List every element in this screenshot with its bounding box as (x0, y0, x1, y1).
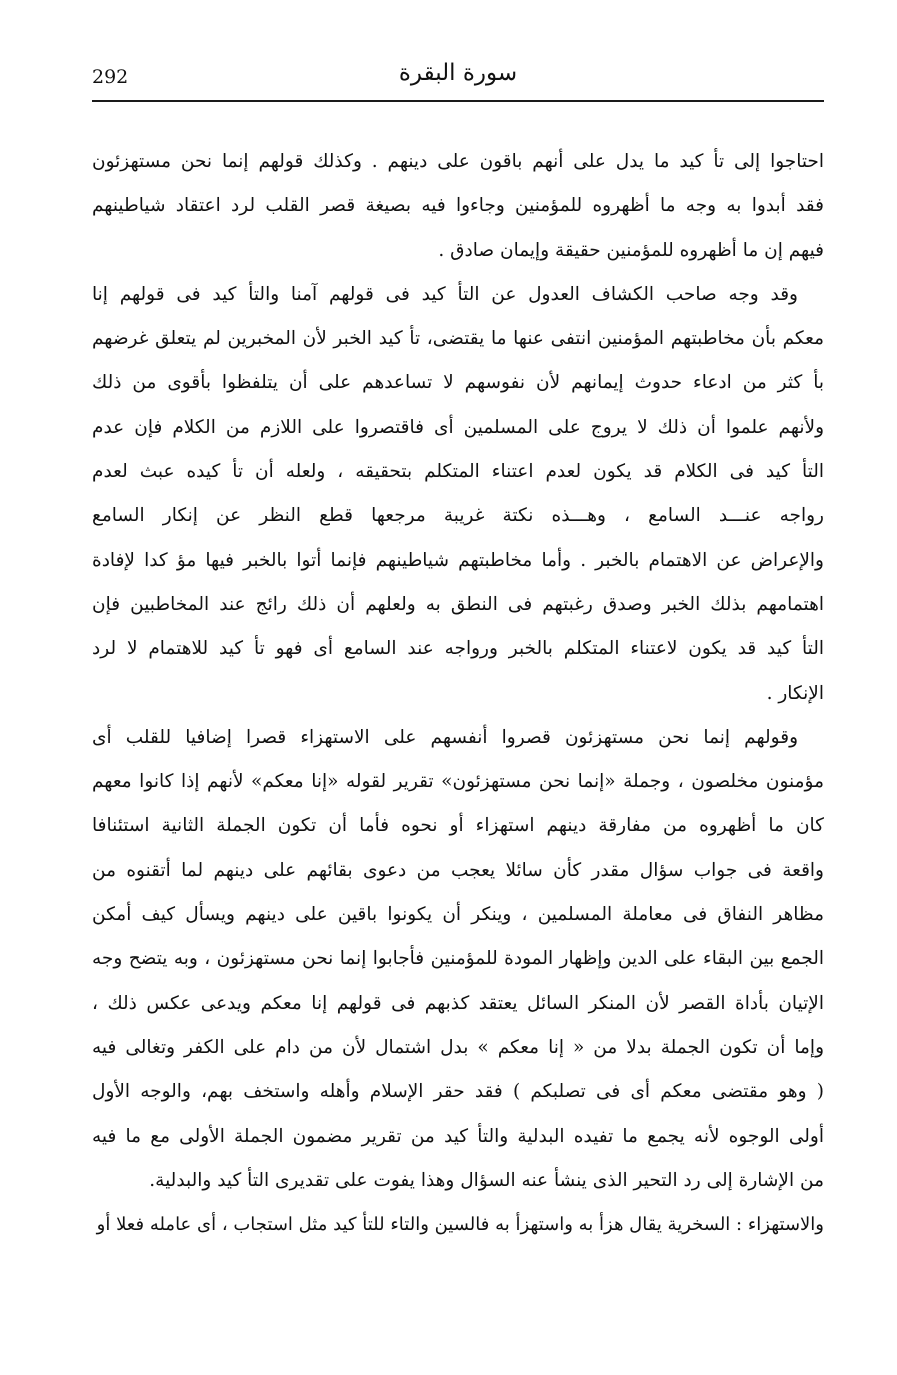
page-header (92, 56, 824, 102)
text-line: وإما أن تكون الجملة بدلا من « إنا معكم » بدل اشتمال لأن من دام على الكفر وتغالى فيه (92, 1036, 824, 1058)
text-line: والإعراض عن الاهتمام بالخبر . وأما مخاطبتهم شياطينهم فإنما أتوا بالخبر فيها مؤ كدا لإفادة (92, 549, 824, 571)
text-line: فقد أبدوا به وجه ما أظهروه للمؤمنين وجاءوا فيه بصيغة قصر القلب لرد اعتقاد شياطينهم (92, 195, 824, 217)
text-line: احتاجوا إلى تأ كيد ما يدل على أنهم باقون على دينهم . وكذلك قولهم إنما نحن مستهزئون (92, 151, 824, 172)
text-line: معكم بأن مخاطبتهم المؤمنين انتفى عنها ما يقتضى، تأ كيد الخبر لأن المخبرين لم يتعلق غرضهم (92, 328, 824, 350)
text-line: الجمع بين البقاء على الدين وإظهار المودة للمؤمنين فأجابوا إنما نحن مستهزئون ، وبه يتضح وجه (92, 948, 824, 970)
text-line: أولى الوجوه لأنه يجمع ما تفيده البدلية والتأ كيد من تقرير مضمون الجملة الأولى مع ما فيه (92, 1125, 824, 1147)
text-line: واقعة فى جواب سؤال مقدر كأن سائلا يعجب من دعوى بقائهم على دينهم لما أتقنوه من (92, 859, 824, 881)
text-line: بأ كثر من ادعاء حدوث إيمانهم لأن نفوسهم لا تساعدهم على أن يتلفظوا بأقوى من ذلك (92, 372, 824, 394)
text-line: ولأنهم علموا أن ذلك لا يروج على المسلمين أى فاقتصروا على اللازم من الكلام فإن عدم (92, 416, 824, 438)
text-line: كان ما أظهروه من مفارقة دينهم استهزاء أو نحوه فأما أن تكون الجملة الثانية استئنافا (92, 815, 824, 837)
text-line: والاستهزاء : السخرية يقال هزأ به واستهزأ به فالسين والتاء للتأ كيد مثل استجاب ، أى عامله فعلا أو (96, 1214, 824, 1236)
text-line: الإتيان بأداة القصر لأن المنكر السائل يعتقد كذبهم فى قولهم إنا معكم ويدعى عكس ذلك ، (92, 992, 824, 1014)
text-line: وقد وجه صاحب الكشاف العدول عن التأ كيد فى قولهم آمنا والتأ كيد فى قولهم إنا (92, 283, 798, 305)
text-line: فيهم إن ما أظهروه للمؤمنين حقيقة وإيمان صادق . (438, 239, 824, 261)
text-line: مؤمنون مخلصون ، وجملة «إنما نحن مستهزئون» تقرير لقوله «إنا معكم» لأنهم إذا كانوا معهم (92, 771, 824, 793)
text-line: من الإشارة إلى رد التحير الذى ينشأ عنه السؤال وهذا يفوت على تقديرى التأ كيد والبدلية. (149, 1169, 824, 1191)
body-text (92, 140, 824, 1247)
text-line: اهتمامهم بذلك الخبر وصدق رغبتهم فى النطق به ولعلهم أن ذلك رائج عند المخاطبين فإن (92, 593, 824, 615)
paragraph (92, 140, 824, 273)
paragraph (92, 273, 824, 716)
page-number: 292 (92, 66, 129, 88)
text-line: وقولهم إنما نحن مستهزئون قصروا أنفسهم على الاستهزاء قصرا إضافيا للقلب أى (92, 726, 798, 748)
text-line: التأ كيد قد يكون لاعتناء المتكلم بالخبر ورواجه عند السامع أى فهو تأ كيد للاهتمام لا لرد (92, 638, 824, 660)
text-line: التأ كيد فى الكلام قد يكون لعدم اعتناء المتكلم بتحقيقه ، ولعله أن تأ كيده عبث لعدم (92, 461, 824, 483)
paragraph (92, 1203, 824, 1247)
paragraph (92, 716, 824, 1203)
surah-title: سورة البقرة (398, 60, 518, 86)
text-line: الإنكار . (766, 682, 824, 704)
text-line: رواجه عنـــد السامع ، وهـــذه نكتة غريبة مرجعها قطع النظر عن إنكار السامع (92, 505, 824, 527)
text-line: مظاهر النفاق فى معاملة المسلمين ، وينكر أن يكونوا باقين على دينهم ويسأل كيف أمكن (92, 904, 824, 926)
text-line: ( وهو مقتضى معكم أى فى تصلبكم ) فقد حقر الإسلام وأهله واستخف بهم، والوجه الأول (92, 1081, 824, 1103)
